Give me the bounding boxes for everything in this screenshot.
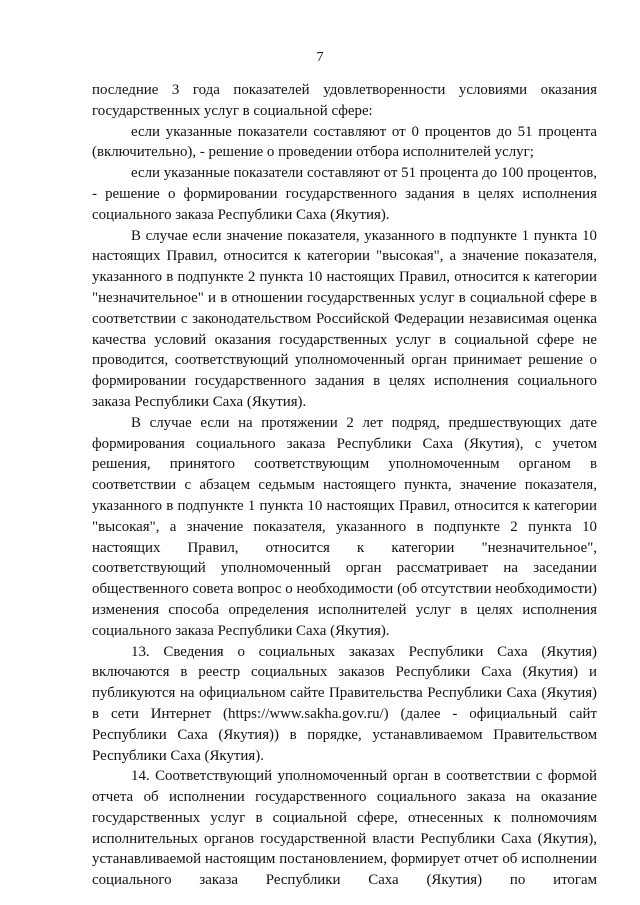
paragraph-7: 14. Соответствующий уполномоченный орган в соответствии с формой отчета об исполнении государственного социального заказа на оказание государственных услуг в социальной сфере, отнесенных к полномочиям исполнительных органов государственной власти Республики Саха (Якутия), устанавливаемой настоящим постановлением, формирует отчет об исполнении социального заказа Республики Саха (Якутия) по итогам — [92, 768, 597, 889]
paragraph-4: В случае если значение показателя, указанного в подпункте 1 пункта 10 настоящих Правил, относится к категории "высокая", а значение показателя, указанного в подпункте 2 пункта 10 настоящих Правил, относится к категории "незначительное" и в отношении государственных услуг в социальной сфере в соответствии с законодательством Российской Федерации независимая оценка качества условий оказания государственных услуг в социальной сфере не проводится, соответствующий уполномоченный орган принимает решение о формировании государственного задания в целях исполнения социального заказа Республики Саха (Якутия). — [92, 227, 597, 410]
document-body — [92, 80, 597, 891]
paragraph-1: последние 3 года показателей удовлетворенности условиями оказания государственных услуг в социальной сфере: — [92, 82, 597, 119]
paragraph-2: если указанные показатели составляют от 0 процентов до 51 процента (включительно), - решение о проведении отбора исполнителей услуг; — [92, 123, 597, 161]
page-number: 7 — [316, 50, 324, 65]
paragraph-3: если указанные показатели составляют от 51 процента до 100 процентов, - решение о формировании государственного задания в целях исполнения социального заказа Республики Саха (Якутия). — [92, 165, 597, 223]
paragraph-5: В случае если на протяжении 2 лет подряд, предшествующих дате формирования социального заказа Республики Саха (Якутия), с учетом решения, принятого соответствующим уполномоченным органом в соответствии с абзацем седьмым настоящего пункта, значение показателя, указанного в подпункте 1 пункта 10 настоящих Правил, относится к категории "высокая", а значение показателя, указанного в подпункте 2 пункта 10 настоящих Правил, относится к категории "незначительное", соответствующий уполномоченный орган рассматривает на заседании общественного совета вопрос о необходимости (об отсутствии необходимости) изменения способа определения исполнителей услуг в целях исполнения социального заказа Республики Саха (Якутия). — [92, 414, 597, 639]
paragraph-6: 13. Сведения о социальных заказах Республики Саха (Якутия) включаются в реестр социальных заказов Республики Саха (Якутия) и публикуются на официальном сайте Правительства Республики Саха (Якутия) в сети Интернет (https://www.sakha.gov.ru/) (далее - официальный сайт Республики Саха (Якутия)) в порядке, устанавливаемом Правительством Республики Саха (Якутия). — [92, 643, 597, 764]
